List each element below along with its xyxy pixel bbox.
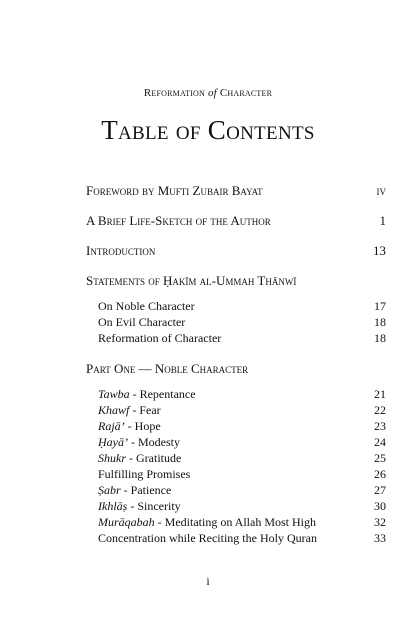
toc-subentry[interactable] — [98, 530, 386, 546]
toc-entry-part-one[interactable] — [86, 358, 386, 379]
page-number-footer: i — [206, 574, 210, 588]
running-head-word-3: Character — [219, 87, 273, 99]
running-head-word-2: of — [207, 87, 217, 99]
toc-page-number: 18 — [374, 315, 386, 329]
toc-subentry-label: On Noble Character — [98, 299, 195, 313]
toc-page-number: 21 — [374, 387, 386, 401]
toc-subentry[interactable] — [98, 418, 386, 434]
toc-subentry-label: On Evil Character — [98, 315, 186, 329]
toc-page-number: 32 — [374, 515, 386, 529]
part-one-subentries — [86, 386, 386, 546]
arabic-term: Ikhlāṣ — [98, 499, 128, 513]
toc-entry-life-sketch[interactable] — [86, 210, 386, 231]
running-head-word-1: Reformation — [143, 87, 205, 99]
toc-entry-label: A Brief Life-Sketch of the Author — [86, 213, 271, 228]
toc-subentry-label: Reformation of Character — [98, 331, 222, 345]
toc-subentry[interactable] — [98, 514, 386, 530]
toc-subentry[interactable] — [98, 298, 386, 314]
toc-page-number: 18 — [374, 331, 386, 345]
toc-subentry[interactable] — [98, 330, 386, 346]
toc-page-number: 1 — [379, 213, 386, 228]
term-gloss: Concentration while Reciting the Holy Quran — [98, 531, 317, 545]
term-gloss: - Repentance — [129, 387, 196, 401]
arabic-term: Ṣabr — [98, 483, 121, 497]
term-gloss: - Gratitude — [126, 451, 182, 465]
toc-subentry[interactable] — [98, 498, 386, 514]
toc-subentry[interactable] — [98, 482, 386, 498]
toc-page-number: 22 — [374, 403, 386, 417]
running-head — [0, 87, 416, 99]
term-gloss: - Fear — [129, 403, 161, 417]
toc-page-number: 25 — [374, 451, 386, 465]
toc-page-number: 30 — [374, 499, 386, 513]
term-gloss: Fulfilling Promises — [98, 467, 191, 481]
arabic-term: Khawf — [98, 403, 130, 417]
page-title: Table of Contents — [101, 115, 315, 145]
toc-entry-label: Statements of Ḥakīm al-Ummah Thānwī — [86, 273, 297, 288]
toc-page-number: iv — [376, 183, 386, 198]
toc-subentry[interactable] — [98, 450, 386, 466]
toc-entry-statements[interactable] — [86, 270, 386, 291]
toc-subentry[interactable] — [98, 434, 386, 450]
toc-subentry[interactable] — [98, 386, 386, 402]
term-gloss: - Modesty — [128, 435, 180, 449]
toc-page-number: 33 — [374, 531, 386, 545]
toc-page-number: 24 — [374, 435, 386, 449]
statements-subentries — [86, 298, 386, 346]
term-gloss: - Meditating on Allah Most High — [154, 515, 316, 529]
arabic-term: Tawba — [98, 387, 130, 401]
toc-page-number: 23 — [374, 419, 386, 433]
arabic-term: Ḥayā’ — [98, 435, 128, 449]
term-gloss: - Hope — [124, 419, 161, 433]
toc-page-number: 13 — [373, 243, 386, 258]
toc-entry-foreword[interactable] — [86, 180, 386, 201]
toc-subentry[interactable] — [98, 402, 386, 418]
arabic-term: Rajā’ — [98, 419, 125, 433]
arabic-term: Murāqabah — [98, 515, 155, 529]
toc-subentry[interactable] — [98, 314, 386, 330]
arabic-term: Shukr — [98, 451, 126, 465]
toc-entry-label: Part One — Noble Character — [86, 361, 249, 376]
toc-page-number: 17 — [374, 299, 386, 313]
term-gloss: - Sincerity — [127, 499, 181, 513]
term-gloss: - Patience — [120, 483, 172, 497]
toc-page-number: 27 — [374, 483, 386, 497]
toc-subentry[interactable] — [98, 466, 386, 482]
table-of-contents — [86, 180, 386, 546]
toc-entry-label: Foreword by Mufti Zubair Bayat — [86, 183, 263, 198]
toc-page-number: 26 — [374, 467, 386, 481]
toc-entry-label: Introduction — [86, 243, 156, 258]
toc-entry-introduction[interactable] — [86, 240, 386, 261]
